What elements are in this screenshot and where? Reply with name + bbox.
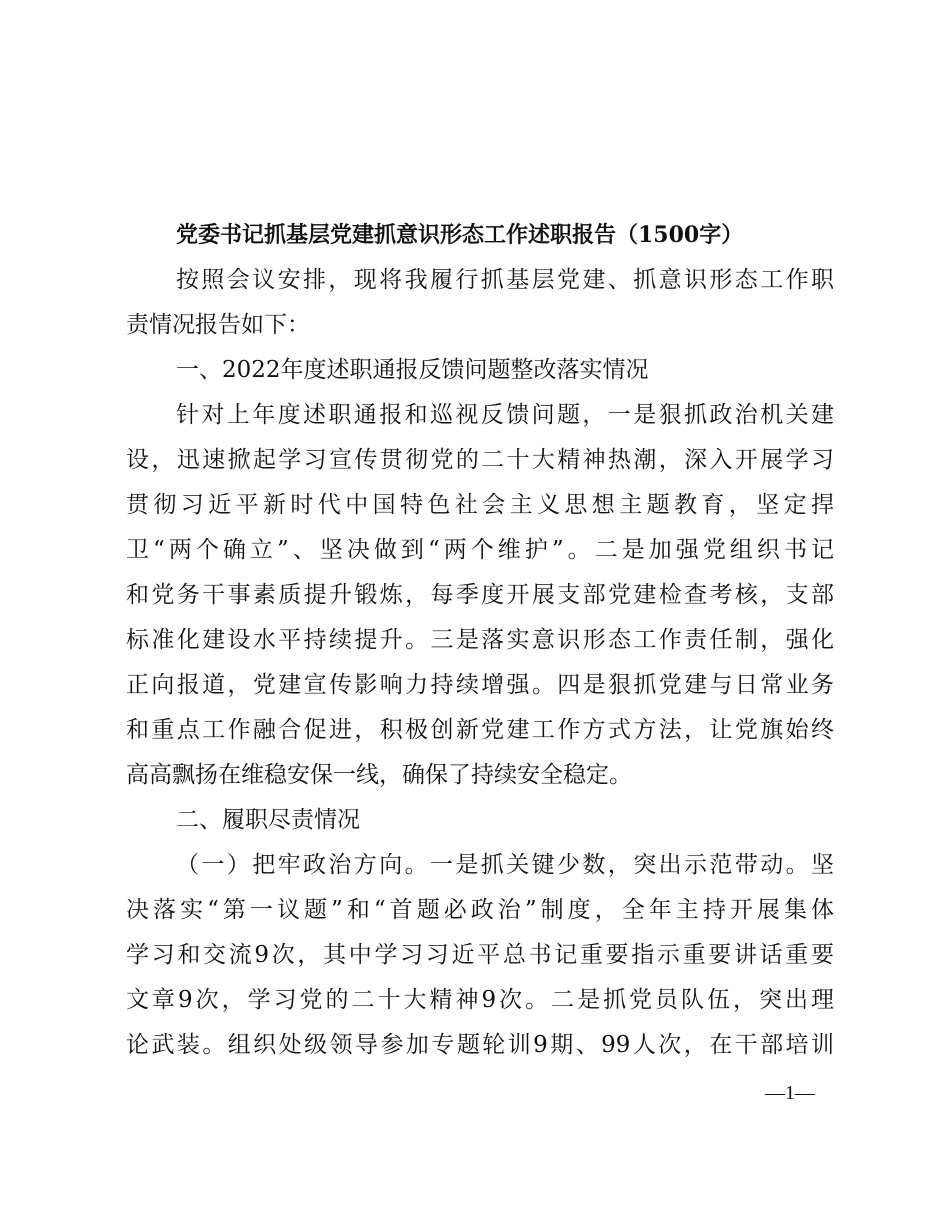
body-line — [0, 935, 950, 975]
body-text: 论武装。组织处级领导参加专题轮训9期、99人次，在干部培训 — [126, 1032, 834, 1058]
title-text: 党委书记抓基层党建抓意识形态工作述职报告（1500字） — [176, 222, 744, 248]
body-line — [0, 305, 950, 345]
body-text: 责情况报告如下： — [126, 312, 310, 338]
body-text: 和重点工作融合促进，积极创新党建工作方式方法，让党旗始终 — [126, 717, 834, 743]
body-text: 针对上年度述职通报和巡视反馈问题，一是狠抓政治机关建 — [176, 402, 834, 428]
heading-text: 二、履职尽责情况 — [176, 807, 360, 833]
body-text: 文章9次，学习党的二十大精神9次。二是抓党员队伍，突出理 — [126, 987, 834, 1013]
body-text: 正向报道，党建宣传影响力持续增强。四是狠抓党建与日常业务 — [126, 672, 834, 698]
body-line — [0, 530, 950, 570]
body-text: 卫“两个确立”、坚决做到“两个维护”。二是加强党组织书记 — [126, 537, 834, 563]
section-heading — [0, 800, 950, 840]
body-line — [0, 980, 950, 1020]
section-heading — [0, 350, 950, 390]
page-number: —1— — [765, 1082, 815, 1104]
body-line — [0, 485, 950, 525]
body-line — [0, 755, 950, 795]
body-line — [0, 665, 950, 705]
body-line — [0, 620, 950, 660]
body-line — [0, 395, 950, 435]
body-line — [0, 845, 950, 885]
body-text: 和党务干事素质提升锻炼，每季度开展支部党建检查考核，支部 — [126, 582, 834, 608]
body-line — [0, 260, 950, 300]
body-line — [0, 890, 950, 930]
body-text: （一）把牢政治方向。一是抓关键少数，突出示范带动。坚 — [176, 852, 834, 878]
body-line — [0, 710, 950, 750]
body-text: 高高飘扬在维稳安保一线，确保了持续安全稳定。 — [126, 762, 632, 788]
body-line — [0, 575, 950, 615]
document-title — [0, 215, 950, 255]
body-text: 决落实“第一议题”和“首题必政治”制度，全年主持开展集体 — [126, 897, 834, 923]
body-line — [0, 440, 950, 480]
body-text: 设，迅速掀起学习宣传贯彻党的二十大精神热潮，深入开展学习 — [126, 447, 834, 473]
body-text: 学习和交流9次，其中学习习近平总书记重要指示重要讲话重要 — [126, 942, 834, 968]
body-line — [0, 1025, 950, 1065]
body-text: 标准化建设水平持续提升。三是落实意识形态工作责任制，强化 — [126, 627, 834, 653]
body-text: 贯彻习近平新时代中国特色社会主义思想主题教育，坚定捍 — [126, 492, 834, 518]
heading-text: 一、2022年度述职通报反馈问题整改落实情况 — [176, 357, 649, 383]
body-text: 按照会议安排，现将我履行抓基层党建、抓意识形态工作职 — [176, 267, 834, 293]
